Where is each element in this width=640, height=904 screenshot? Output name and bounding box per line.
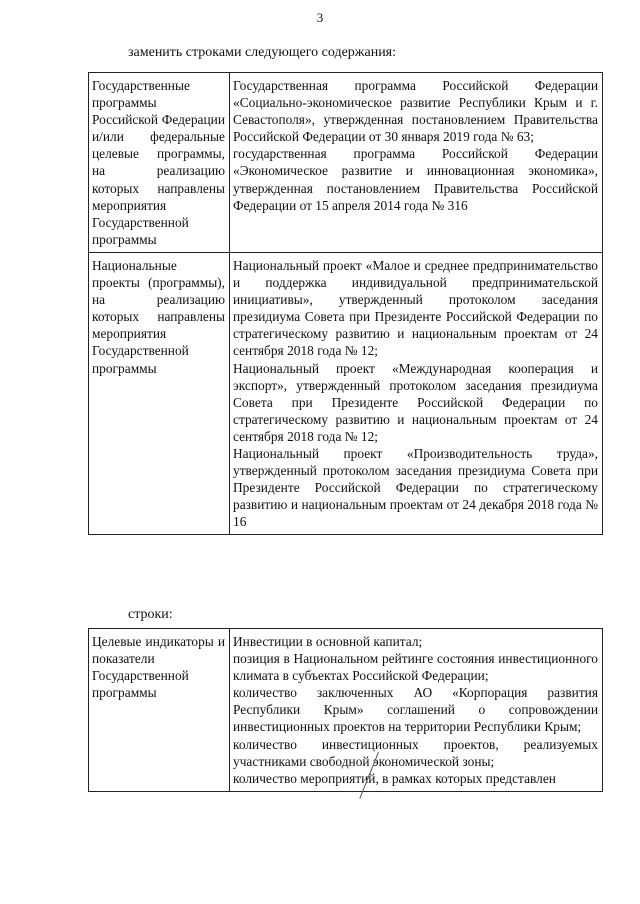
row-header-target-indicators: Целевые индикаторы и показатели Государственной программы <box>89 629 230 792</box>
paragraph: количество инвестиционных проектов, реализуемых участниками свободной экономической зоны; <box>233 736 598 769</box>
paragraph: Государственная программа Российской Федерации «Социально-экономическое развитие Республики Крым и г. Севастополя», утвержденная постановлением Правительства Российской Федерации от 30 января 2019 года № 63; <box>233 78 598 145</box>
paragraph: позиция в Национальном рейтинге состояния инвестиционного климата в субъектах Российской Федерации; <box>233 651 598 684</box>
paragraph: Национальный проект «Международная кооперация и экспорт», утвержденный протоколом заседания президиума Совета при Президенте Российской Федерации по стратегическому развитию и национальным проектам от 24 сентября 2018 года № 12; <box>233 360 598 444</box>
paragraph: Инвестиции в основной капитал; <box>233 634 423 649</box>
table-row <box>89 629 603 792</box>
paragraph: Национальный проект «Производительность труда», утвержденный протоколом заседания президиума Совета при Президенте Российской Федерации по стратегическому развитию и национальным проектам от 24 декабря 2018 года № 16 <box>233 445 598 530</box>
row-header-national-projects: Национальные проекты (программы), на реализацию которых направлены мероприятия Государственной программы <box>89 252 230 535</box>
paragraph: количество мероприятий, в рамках которых представлен <box>233 770 556 786</box>
table-row <box>89 73 603 253</box>
passport-table-top <box>88 72 603 535</box>
row-content-target-indicators <box>230 629 603 792</box>
paragraph: государственная программа Российской Федерации «Экономическое развитие и инновационная экономика», утвержденная постановлением Правительства Российской Федерации от 15 апреля 2014 года № 316 <box>233 146 598 213</box>
paragraph: количество заключенных АО «Корпорация развития Республики Крым» соглашений о сопровождении инвестиционных проектов на территории Республики Крым; <box>233 685 598 735</box>
page-number: 3 <box>316 10 324 25</box>
table-row <box>89 252 603 535</box>
intro-text-2: строки: <box>128 607 173 622</box>
passport-table-bottom <box>88 628 603 792</box>
intro-text: заменить строками следующего содержания: <box>128 45 397 60</box>
row-content-state-programs <box>230 73 603 253</box>
paragraph: Национальный проект «Малое и среднее предпринимательство и поддержка индивидуальной предпринимательской инициативы», утвержденный протоколом заседания президиума Совета при Президенте Российской Федерации по стратегическому развитию и национальным проектам от 24 сентября 2018 года № 12; <box>233 257 598 359</box>
row-content-national-projects <box>230 252 603 535</box>
row-header-state-programs: Государственные программы Российской Федерации и/или федеральные целевые программы, на реализацию которых направлены мероприятия Государственной программы <box>89 73 230 253</box>
